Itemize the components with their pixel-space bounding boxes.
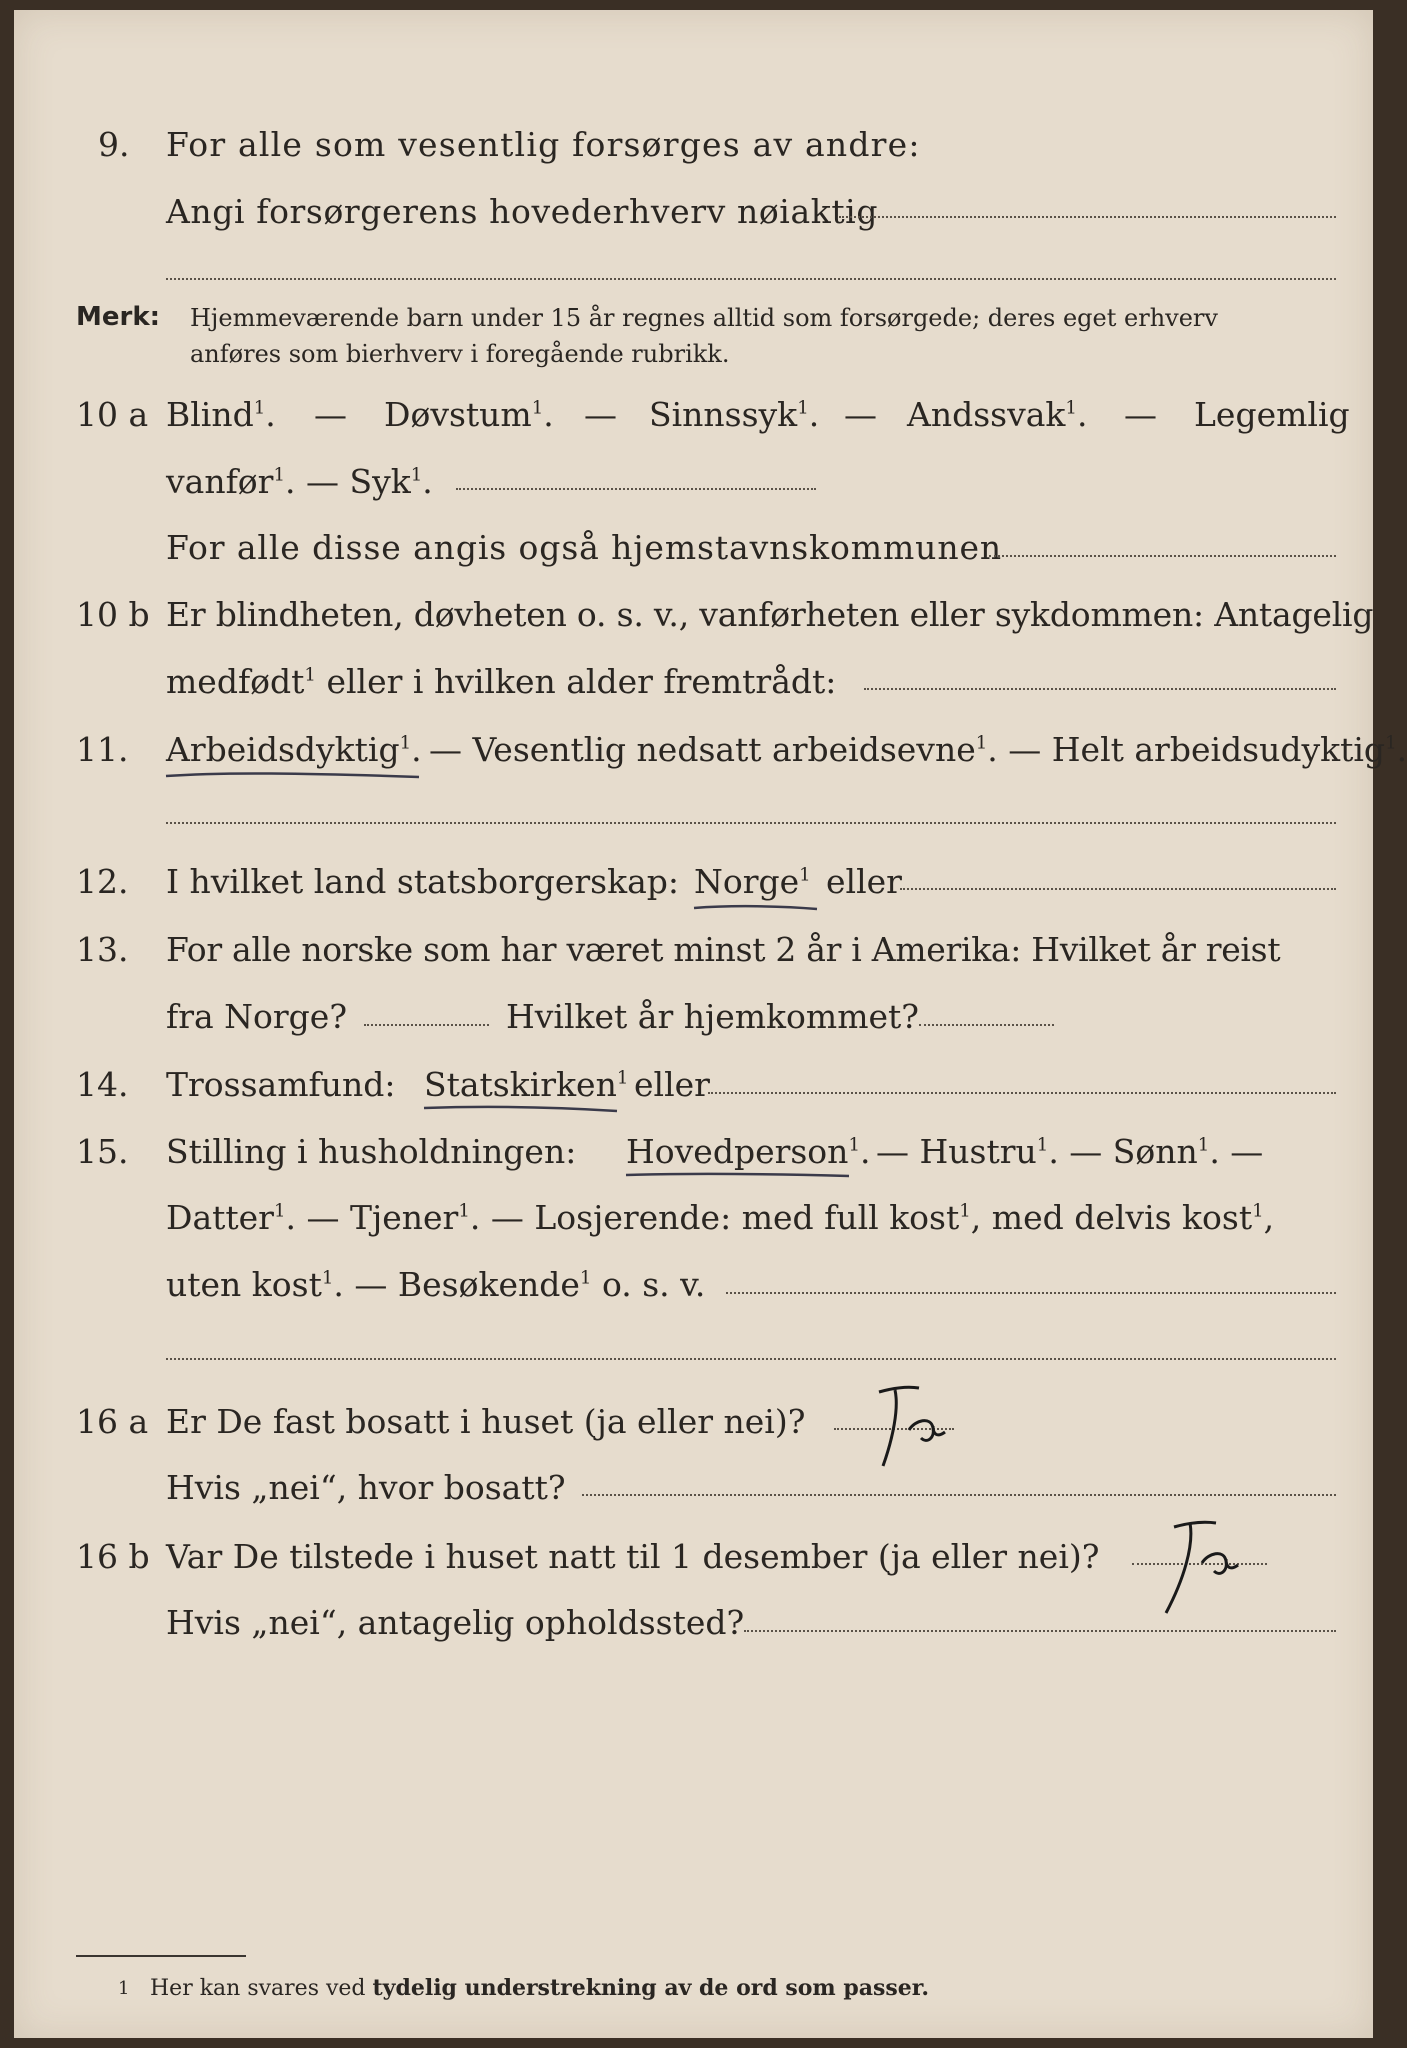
- q16b-line2: Hvis „nei“, antagelig opholdssted?: [166, 1603, 745, 1642]
- q16a-line1: Er De fast bosatt i huset (ja eller nei)?: [166, 1402, 806, 1441]
- q12-norge-underline: [692, 902, 822, 916]
- q15-hovedperson: Hovedperson$^1$.: [626, 1132, 871, 1171]
- q15-line3: uten kost$^1$. — Besøkende$^1$ o. s. v.: [166, 1265, 706, 1304]
- q11-opt1: Arbeidsdyktig$^1$.: [166, 730, 422, 769]
- q15-number: 15.: [76, 1132, 129, 1171]
- q16b-line1: Var De tilstede i huset natt til 1 desember (ja eller nei)?: [166, 1537, 1100, 1576]
- q10a-dash2: —: [584, 395, 617, 434]
- q10a-vanfor-syk: vanfør$^1$. — Syk$^1$.: [166, 462, 433, 501]
- q16b-place-line: [744, 1630, 1336, 1632]
- q11-opt2: — Vesentlig nedsatt arbeidsevne$^1$. — Helt arbeidsudyktig$^1$.: [429, 730, 1407, 769]
- q10a-legemlig: Legemlig: [1194, 395, 1350, 434]
- q10a-dash3: —: [844, 395, 877, 434]
- q16b-answer-handwriting: [1144, 1513, 1254, 1623]
- q11-answer-line: [166, 822, 1336, 824]
- footnote-mark: 1: [118, 1978, 130, 1999]
- q11-number: 11.: [76, 730, 129, 769]
- q10b-line2: medfødt$^1$ eller i hvilken alder fremtrådt:: [166, 662, 837, 701]
- q15-answer-line: [726, 1292, 1336, 1294]
- q13-line1: For alle norske som har været minst 2 år i Amerika: Hvilket år reist: [166, 930, 1281, 969]
- q10a-dovstum: Døvstum$^1$.: [384, 395, 554, 434]
- q16a-where-line: [582, 1494, 1336, 1496]
- q10a-dash1: —: [314, 395, 347, 434]
- merk-line2: anføres som bierhverv i foregående rubrikk.: [190, 340, 730, 368]
- q10a-syk-line: [456, 488, 816, 490]
- q13-number: 13.: [76, 930, 129, 969]
- footnote-text: Her kan svares ved tydelig understrekning av de ord som passer.: [150, 1975, 930, 2001]
- q10a-andssvak: Andssvak$^1$.: [907, 395, 1088, 434]
- q16a-line2: Hvis „nei“, hvor bosatt?: [166, 1468, 566, 1507]
- q16b-number: 16 b: [76, 1537, 150, 1576]
- q9-answer-line: [839, 216, 1336, 218]
- q15-hovedperson-underline: [624, 1170, 854, 1184]
- footnote-rule: [76, 1955, 246, 1957]
- q12-norge: Norge$^1$: [694, 862, 811, 901]
- q12-number: 12.: [76, 862, 129, 901]
- q12-label: I hvilket land statsborgerskap:: [166, 862, 680, 901]
- merk-line1: Hjemmeværende barn under 15 år regnes alltid som forsørgede; deres eget erhverv: [190, 304, 1218, 332]
- q12-eller: eller: [826, 862, 902, 901]
- q14-label: Trossamfund:: [166, 1065, 396, 1104]
- q14-statskirken: Statskirken$^1$: [424, 1065, 629, 1104]
- q14-number: 14.: [76, 1065, 129, 1104]
- q15-hustru-sonn: — Hustru$^1$. — Sønn$^1$. —: [876, 1132, 1264, 1171]
- q15-answer-line-2: [166, 1358, 1336, 1360]
- q10a-line3: For alle disse angis også hjemstavnskommunen: [166, 528, 1003, 567]
- q14-statskirken-underline: [422, 1103, 622, 1117]
- q9-number: 9.: [98, 125, 130, 164]
- q16a-answer-handwriting: [849, 1378, 959, 1478]
- q10a-number: 10 a: [76, 395, 149, 434]
- q13-year-return-line: [919, 1024, 1054, 1026]
- q11-opt1-underline: [164, 768, 424, 782]
- q15-line2: Datter$^1$. — Tjener$^1$. — Losjerende: med full kost$^1$, med delvis kost$^1$,: [166, 1198, 1275, 1237]
- q14-answer-line: [708, 1092, 1336, 1094]
- merk-label: Merk:: [76, 302, 161, 332]
- q10b-answer-line: [864, 688, 1336, 690]
- q10a-blind: Blind$^1$.: [166, 395, 276, 434]
- q9-line1: For alle som vesentlig forsørges av andre:: [166, 125, 921, 164]
- q13-hjemkommet: Hvilket år hjemkommet?: [506, 997, 919, 1036]
- q16a-number: 16 a: [76, 1402, 149, 1441]
- q9-answer-line-2: [166, 278, 1336, 280]
- q10b-number: 10 b: [76, 595, 150, 634]
- q9-line2: Angi forsørgerens hovederhverv nøiaktig: [166, 192, 879, 231]
- q13-fra-norge: fra Norge?: [166, 997, 348, 1036]
- q14-eller: eller: [634, 1065, 710, 1104]
- q13-year-left-line: [364, 1024, 489, 1026]
- q10a-kommune-line: [989, 555, 1336, 557]
- q12-answer-line: [900, 888, 1336, 890]
- q10a-sinnssyk: Sinnssyk$^1$.: [649, 395, 820, 434]
- q15-label: Stilling i husholdningen:: [166, 1132, 577, 1171]
- q10a-dash4: —: [1124, 395, 1157, 434]
- census-form-page: [14, 10, 1407, 2038]
- q10b-line1: Er blindheten, døvheten o. s. v., vanførheten eller sykdommen: Antagelig: [166, 595, 1374, 634]
